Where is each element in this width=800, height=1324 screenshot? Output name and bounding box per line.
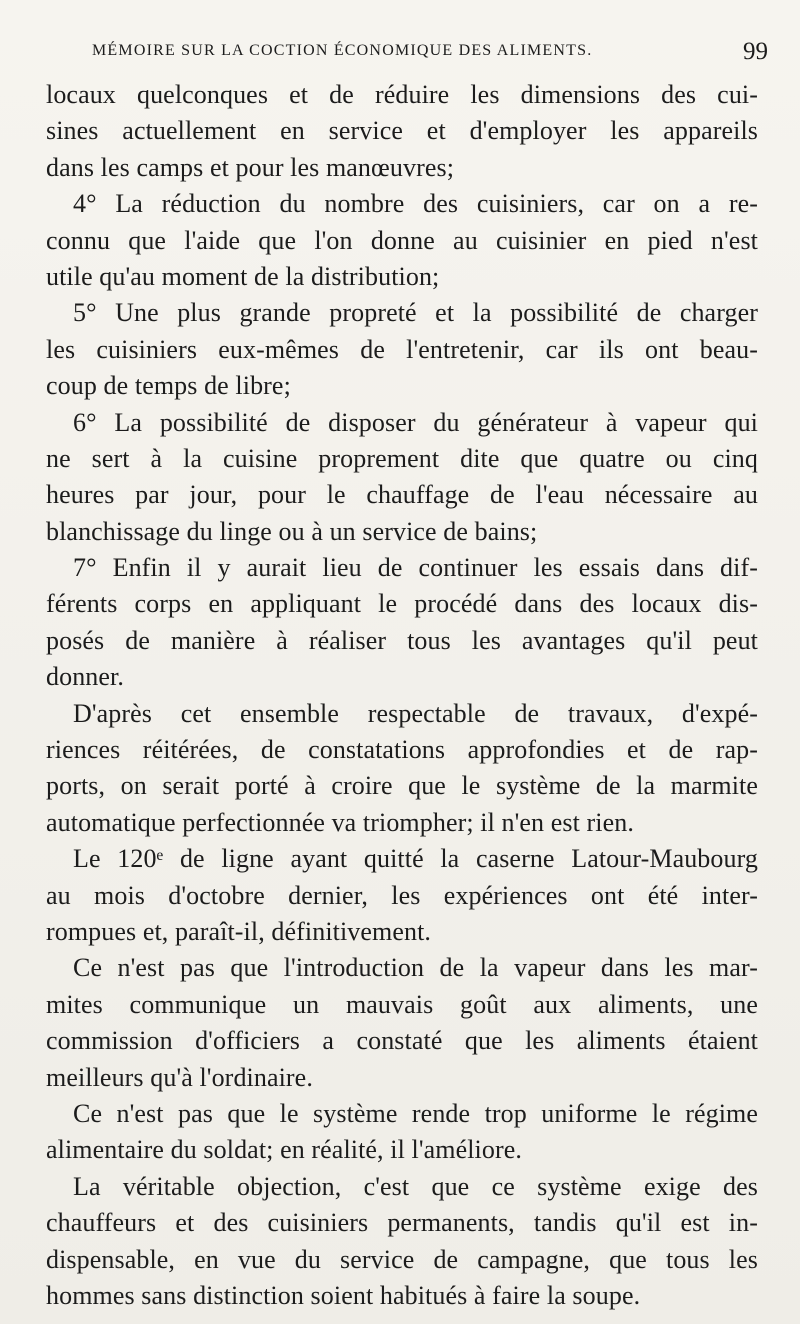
text-line: férents corps en appliquant le procédé dans des locaux dis- <box>46 589 758 619</box>
text-line: heures par jour, pour le chauffage de l'eau nécessaire au <box>46 480 758 510</box>
text-line: chauffeurs et des cuisiniers permanents, tandis qu'il est in- <box>46 1208 758 1238</box>
text-line: les cuisiniers eux-mêmes de l'entretenir, car ils ont beau- <box>46 334 758 364</box>
text-line: coup de temps de libre; <box>46 371 291 401</box>
text-body <box>46 77 758 1314</box>
text-line: utile qu'au moment de la distribution; <box>46 261 440 291</box>
text-line: La véritable objection, c'est que ce système exige des <box>73 1171 758 1201</box>
text-line: commission d'officiers a constaté que les aliments étaient <box>46 1026 758 1056</box>
text-line: hommes sans distinction soient habitués à faire la soupe. <box>46 1280 641 1310</box>
text-line: au mois d'octobre dernier, les expériences ont été inter- <box>46 880 758 910</box>
page-number: 99 <box>743 38 768 65</box>
text-line: Le 120ᵉ de ligne ayant quitté la caserne Latour-Maubourg <box>73 844 758 874</box>
text-line: 5° Une plus grande propreté et la possibilité de charger <box>73 298 758 328</box>
text-line: 6° La possibilité de disposer du générateur à vapeur qui <box>73 407 758 437</box>
text-line: 7° Enfin il y aurait lieu de continuer les essais dans dif- <box>73 553 758 583</box>
text-line: riences réitérées, de constatations approfondies et de rap- <box>46 735 758 765</box>
text-line: automatique perfectionnée va triompher; il n'en est rien. <box>46 807 634 837</box>
text-line: rompues et, paraît-il, définitivement. <box>46 916 432 946</box>
text-line: ports, on serait porté à croire que le système de la marmite <box>46 771 758 801</box>
text-line: ne sert à la cuisine proprement dite que quatre ou cinq <box>46 443 758 473</box>
text-line: Ce n'est pas que le système rende trop uniforme le régime <box>73 1098 758 1128</box>
text-line: dans les camps et pour les manœuvres; <box>46 152 455 182</box>
text-line: donner. <box>46 662 124 692</box>
text-line: dispensable, en vue du service de campagne, que tous les <box>46 1244 758 1274</box>
running-head <box>92 38 768 68</box>
text-line: sines actuellement en service et d'employer les appareils <box>46 116 758 146</box>
text-line: blanchissage du linge ou à un service de bains; <box>46 516 538 546</box>
text-line: posés de manière à réaliser tous les avantages qu'il peut <box>46 625 758 655</box>
text-line: meilleurs qu'à l'ordinaire. <box>46 1062 313 1092</box>
text-line: alimentaire du soldat; en réalité, il l'améliore. <box>46 1135 522 1165</box>
text-line: 4° La réduction du nombre des cuisiniers, car on a re- <box>73 189 758 219</box>
running-title: MÉMOIRE SUR LA COCTION ÉCONOMIQUE DES ALIMENTS. <box>92 42 593 59</box>
text-line: connu que l'aide que l'on donne au cuisinier en pied n'est <box>46 225 758 255</box>
text-line: Ce n'est pas que l'introduction de la vapeur dans les mar- <box>73 953 758 983</box>
text-line: locaux quelconques et de réduire les dimensions des cui- <box>46 80 758 109</box>
text-line: mites communique un mauvais goût aux aliments, une <box>46 989 758 1019</box>
text-line: D'après cet ensemble respectable de travaux, d'expé- <box>73 698 758 728</box>
